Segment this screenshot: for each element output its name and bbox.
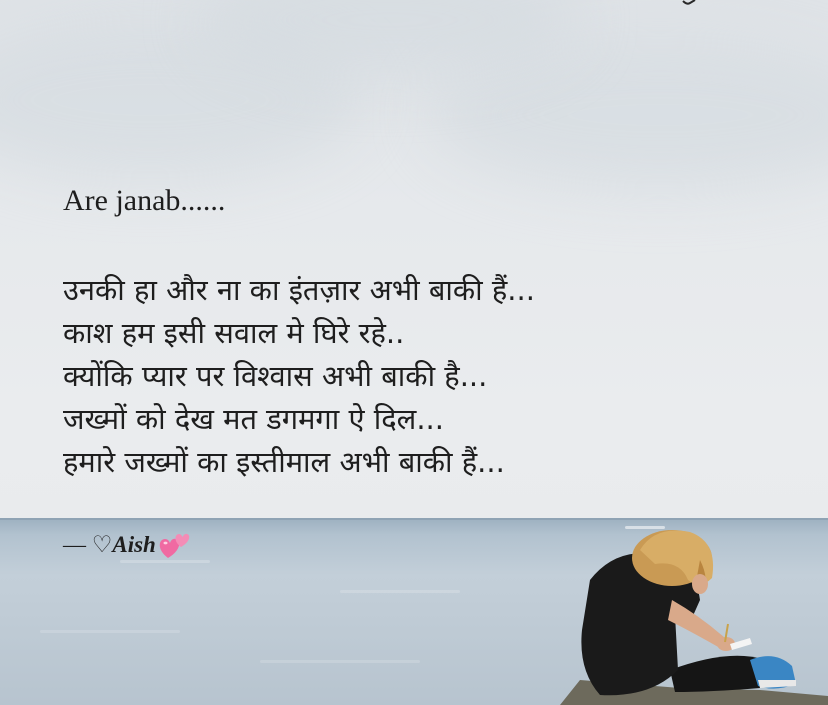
poem-line: हमारे जख्मों का इस्तीमाल अभी बाकी हैं... bbox=[63, 445, 505, 479]
quote-text bbox=[63, 183, 535, 484]
poem-line: जख्मों को देख मत डगमगा ऐ दिल... bbox=[63, 402, 444, 436]
poem-line: उनकी हा और ना का इंतज़ार अभी बाकी हैं... bbox=[63, 273, 535, 307]
wave bbox=[120, 560, 210, 563]
poem-line: क्योंकि प्यार पर विश्वास अभी बाकी है... bbox=[63, 359, 488, 393]
signature-name: Aish bbox=[112, 532, 156, 557]
author-signature bbox=[63, 530, 192, 560]
wave bbox=[40, 630, 180, 633]
person-writing-figure bbox=[560, 520, 828, 705]
wave bbox=[340, 590, 460, 593]
two-hearts-icon bbox=[158, 530, 192, 560]
signature-prefix: — ♡ bbox=[63, 532, 113, 557]
wave bbox=[260, 660, 420, 663]
bird-icon bbox=[682, 0, 696, 6]
poem-line: काश हम इसी सवाल मे घिरे रहे.. bbox=[63, 316, 405, 350]
quote-greeting: Are janab...... bbox=[63, 184, 226, 217]
